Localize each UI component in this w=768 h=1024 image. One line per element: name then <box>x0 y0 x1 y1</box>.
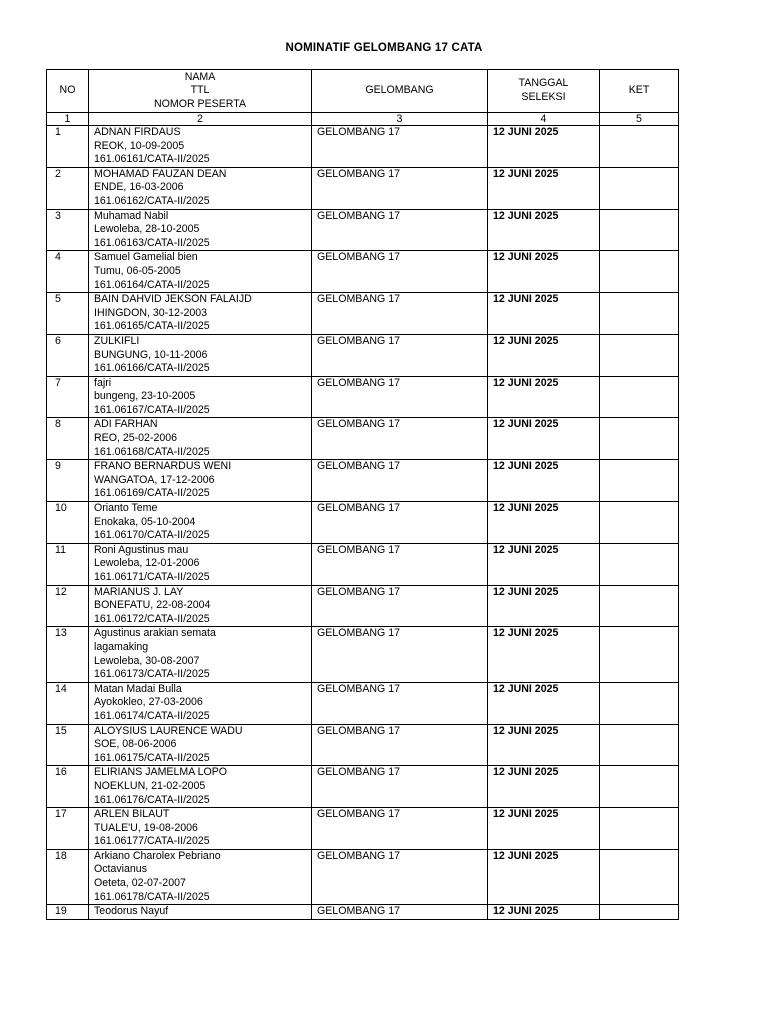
participant-info-line: 161.06178/CATA-II/2025 <box>94 890 210 903</box>
tanggal-seleksi-cell: 12 JUNI 2025 <box>488 209 600 251</box>
participant-info-line: Oeteta, 02-07-2007 <box>94 877 186 890</box>
tanggal-seleksi-cell: 12 JUNI 2025 <box>488 126 600 168</box>
row-number: 14 <box>47 682 89 724</box>
row-number: 15 <box>47 724 89 766</box>
participant-info-line: SOE, 08-06-2006 <box>94 738 177 751</box>
tanggal-seleksi-cell: 12 JUNI 2025 <box>488 766 600 808</box>
participant-info-line: REOK, 10-09-2005 <box>94 139 185 152</box>
row-number: 17 <box>47 808 89 850</box>
participant-info-line: ADNAN FIRDAUS <box>94 126 181 138</box>
participant-info <box>89 724 312 766</box>
participant-info-line: Tumu, 06-05-2005 <box>94 264 181 277</box>
participant-info-line: Agustinus arakian semata <box>94 627 216 640</box>
gelombang-cell: GELOMBANG 17 <box>312 585 488 627</box>
header-gelombang: GELOMBANG <box>312 70 488 113</box>
gelombang-cell: GELOMBANG 17 <box>312 251 488 293</box>
participant-info-line: 161.06169/CATA-II/2025 <box>94 487 210 500</box>
participant-info-line: 161.06162/CATA-II/2025 <box>94 194 210 207</box>
participant-info-line: TUALE'U, 19-08-2006 <box>94 821 198 834</box>
participant-info-line: 161.06161/CATA-II/2025 <box>94 153 210 166</box>
participant-info-line: BONEFATU, 22-08-2004 <box>94 599 211 612</box>
participant-info-line: ADI FARHAN <box>94 418 158 431</box>
header-nama <box>89 70 312 113</box>
gelombang-cell: GELOMBANG 17 <box>312 627 488 682</box>
table-row <box>47 126 679 168</box>
table-row <box>47 724 679 766</box>
ket-cell <box>600 724 679 766</box>
ket-cell <box>600 627 679 682</box>
header-no: NO <box>47 70 89 113</box>
participant-info-line: 161.06175/CATA-II/2025 <box>94 751 210 764</box>
participant-info-line: 161.06172/CATA-II/2025 <box>94 612 210 625</box>
ket-cell <box>600 418 679 460</box>
ket-cell <box>600 543 679 585</box>
gelombang-cell: GELOMBANG 17 <box>312 126 488 168</box>
table-row <box>47 682 679 724</box>
column-number-row <box>47 113 679 126</box>
participant-info <box>89 334 312 376</box>
participant-info-line: Matan Madai Bulla <box>94 682 182 695</box>
table-row <box>47 502 679 544</box>
participant-info <box>89 543 312 585</box>
tanggal-seleksi-cell: 12 JUNI 2025 <box>488 627 600 682</box>
participant-info <box>89 126 312 168</box>
participant-info <box>89 293 312 335</box>
row-number: 7 <box>47 376 89 418</box>
header-nomor-peserta-line: NOMOR PESERTA <box>153 97 247 110</box>
participant-info-line: REO, 25-02-2006 <box>94 432 178 445</box>
row-number: 9 <box>47 460 89 502</box>
participant-info <box>89 460 312 502</box>
row-number: 11 <box>47 543 89 585</box>
tanggal-seleksi-cell: 12 JUNI 2025 <box>488 849 600 904</box>
participant-info-line: 161.06176/CATA-II/2025 <box>94 793 210 806</box>
table-row <box>47 808 679 850</box>
row-number: 19 <box>47 905 89 920</box>
ket-cell <box>600 251 679 293</box>
row-number: 16 <box>47 766 89 808</box>
participant-info <box>89 502 312 544</box>
participant-info-line: Ayokokleo, 27-03-2006 <box>94 696 203 709</box>
participant-info-line: bungeng, 23-10-2005 <box>94 390 196 403</box>
table-row <box>47 543 679 585</box>
ket-cell <box>600 460 679 502</box>
gelombang-cell: GELOMBANG 17 <box>312 460 488 502</box>
table-header <box>47 70 679 126</box>
participant-info <box>89 808 312 850</box>
participant-info <box>89 682 312 724</box>
table-row <box>47 849 679 904</box>
ket-cell <box>600 502 679 544</box>
participant-info-line: ELIRIANS JAMELMA LOPO <box>94 766 228 779</box>
gelombang-cell: GELOMBANG 17 <box>312 167 488 209</box>
tanggal-seleksi-cell: 12 JUNI 2025 <box>488 502 600 544</box>
tanggal-seleksi-cell: 12 JUNI 2025 <box>488 376 600 418</box>
header-tanggal-line: TANGGAL <box>518 77 569 90</box>
column-number: 1 <box>47 113 89 126</box>
participant-info-line: MARIANUS J. LAY <box>94 585 184 598</box>
ket-cell <box>600 334 679 376</box>
participant-info-line: IHINGDON, 30-12-2003 <box>94 306 208 319</box>
participant-info-line: Teodorus Nayuf <box>94 905 169 918</box>
table-row <box>47 418 679 460</box>
participant-info-line: MOHAMAD FAUZAN DEAN <box>94 167 227 180</box>
table-row <box>47 209 679 251</box>
row-number: 6 <box>47 334 89 376</box>
ket-cell <box>600 766 679 808</box>
gelombang-cell: GELOMBANG 17 <box>312 905 488 920</box>
tanggal-seleksi-cell: 12 JUNI 2025 <box>488 543 600 585</box>
table-row <box>47 251 679 293</box>
row-number: 3 <box>47 209 89 251</box>
participant-info <box>89 849 312 904</box>
participant-info-line: 161.06168/CATA-II/2025 <box>94 445 210 458</box>
participant-info <box>89 167 312 209</box>
participant-info-line: Roni Agustinus mau <box>94 543 189 556</box>
participant-info-line: 161.06167/CATA-II/2025 <box>94 403 210 416</box>
row-number: 2 <box>47 167 89 209</box>
participant-info-line: Octavianus <box>94 863 147 876</box>
column-number: 2 <box>89 113 312 126</box>
gelombang-cell: GELOMBANG 17 <box>312 849 488 904</box>
participant-info-line: 161.06164/CATA-II/2025 <box>94 278 210 291</box>
ket-cell <box>600 293 679 335</box>
participant-info-line: 161.06173/CATA-II/2025 <box>94 668 210 681</box>
nominatif-table <box>46 69 679 920</box>
participant-info-line: ARLEN BILAUT <box>94 808 170 821</box>
tanggal-seleksi-cell: 12 JUNI 2025 <box>488 251 600 293</box>
page-title: NOMINATIF GELOMBANG 17 CATA <box>285 42 483 54</box>
gelombang-cell: GELOMBANG 17 <box>312 293 488 335</box>
participant-info <box>89 585 312 627</box>
participant-info-line: 161.06163/CATA-II/2025 <box>94 236 210 249</box>
row-number: 18 <box>47 849 89 904</box>
header-row <box>47 70 679 113</box>
ket-cell <box>600 209 679 251</box>
participant-info <box>89 251 312 293</box>
tanggal-seleksi-cell: 12 JUNI 2025 <box>488 334 600 376</box>
ket-cell <box>600 682 679 724</box>
gelombang-cell: GELOMBANG 17 <box>312 376 488 418</box>
participant-info-line: ENDE, 16-03-2006 <box>94 181 184 194</box>
tanggal-seleksi-cell: 12 JUNI 2025 <box>488 167 600 209</box>
participant-info <box>89 209 312 251</box>
participant-info-line: Muhamad Nabil <box>94 209 169 222</box>
participant-info-line: Arkiano Charolex Pebriano <box>94 849 221 862</box>
column-number: 4 <box>488 113 600 126</box>
ket-cell <box>600 849 679 904</box>
row-number: 4 <box>47 251 89 293</box>
participant-info <box>89 418 312 460</box>
gelombang-cell: GELOMBANG 17 <box>312 682 488 724</box>
participant-info-line: ZULKIFLI <box>94 334 140 347</box>
ket-cell <box>600 126 679 168</box>
row-number: 1 <box>47 126 89 168</box>
participant-info-line: 161.06174/CATA-II/2025 <box>94 709 210 722</box>
row-number: 10 <box>47 502 89 544</box>
tanggal-seleksi-cell: 12 JUNI 2025 <box>488 682 600 724</box>
table-row <box>47 293 679 335</box>
table-row <box>47 905 679 920</box>
ket-cell <box>600 808 679 850</box>
gelombang-cell: GELOMBANG 17 <box>312 209 488 251</box>
header-nama-line: NAMA <box>184 70 216 83</box>
tanggal-seleksi-cell: 12 JUNI 2025 <box>488 808 600 850</box>
gelombang-cell: GELOMBANG 17 <box>312 334 488 376</box>
ket-cell <box>600 376 679 418</box>
participant-info-line: Lewoleba, 30-08-2007 <box>94 654 200 667</box>
participant-info-line: BUNGUNG, 10-11-2006 <box>94 348 208 361</box>
gelombang-cell: GELOMBANG 17 <box>312 724 488 766</box>
gelombang-cell: GELOMBANG 17 <box>312 543 488 585</box>
header-ttl-line: TTL <box>190 84 210 97</box>
row-number: 12 <box>47 585 89 627</box>
ket-cell <box>600 905 679 920</box>
header-seleksi-line: SELEKSI <box>521 91 566 103</box>
tanggal-seleksi-cell: 12 JUNI 2025 <box>488 585 600 627</box>
participant-info-line: Samuel Gamelial bien <box>94 251 198 264</box>
participant-info-line: Lewoleba, 28-10-2005 <box>94 223 200 236</box>
row-number: 5 <box>47 293 89 335</box>
participant-info-line: NOEKLUN, 21-02-2005 <box>94 779 206 792</box>
table-row <box>47 585 679 627</box>
tanggal-seleksi-cell: 12 JUNI 2025 <box>488 293 600 335</box>
gelombang-cell: GELOMBANG 17 <box>312 418 488 460</box>
header-tanggal-seleksi <box>488 70 600 113</box>
participant-info <box>89 627 312 682</box>
table-row <box>47 167 679 209</box>
participant-info-line: fajri <box>94 376 112 389</box>
column-number: 3 <box>312 113 488 126</box>
participant-info-line: Orianto Teme <box>94 502 158 515</box>
tanggal-seleksi-cell: 12 JUNI 2025 <box>488 418 600 460</box>
participant-info-line: ALOYSIUS LAURENCE WADU <box>94 724 243 737</box>
tanggal-seleksi-cell: 12 JUNI 2025 <box>488 724 600 766</box>
gelombang-cell: GELOMBANG 17 <box>312 502 488 544</box>
ket-cell <box>600 585 679 627</box>
table-row <box>47 334 679 376</box>
participant-info-line: Enokaka, 05-10-2004 <box>94 515 196 528</box>
row-number: 13 <box>47 627 89 682</box>
participant-info-line: BAIN DAHVID JEKSON FALAIJD <box>94 293 252 306</box>
participant-info <box>89 376 312 418</box>
row-number: 8 <box>47 418 89 460</box>
table-row <box>47 460 679 502</box>
participant-info-line: 161.06177/CATA-II/2025 <box>94 835 210 848</box>
table-row <box>47 766 679 808</box>
participant-info <box>89 766 312 808</box>
table-row <box>47 376 679 418</box>
ket-cell <box>600 167 679 209</box>
gelombang-cell: GELOMBANG 17 <box>312 766 488 808</box>
column-number: 5 <box>600 113 679 126</box>
participant-info <box>89 905 312 920</box>
participant-info-line: 161.06165/CATA-II/2025 <box>94 320 210 333</box>
table-body <box>47 126 679 920</box>
table-row <box>47 627 679 682</box>
tanggal-seleksi-cell: 12 JUNI 2025 <box>488 460 600 502</box>
participant-info-line: FRANO BERNARDUS WENI <box>94 460 232 473</box>
participant-info-line: lagamaking <box>94 640 149 653</box>
participant-info-line: 161.06171/CATA-II/2025 <box>94 571 210 583</box>
participant-info-line: Lewoleba, 12-01-2006 <box>94 557 200 570</box>
header-ket: KET <box>600 70 679 113</box>
participant-info-line: WANGATOA, 17-12-2006 <box>94 473 215 486</box>
participant-info-line: 161.06170/CATA-II/2025 <box>94 529 210 542</box>
tanggal-seleksi-cell: 12 JUNI 2025 <box>488 905 600 920</box>
participant-info-line: 161.06166/CATA-II/2025 <box>94 362 210 375</box>
gelombang-cell: GELOMBANG 17 <box>312 808 488 850</box>
